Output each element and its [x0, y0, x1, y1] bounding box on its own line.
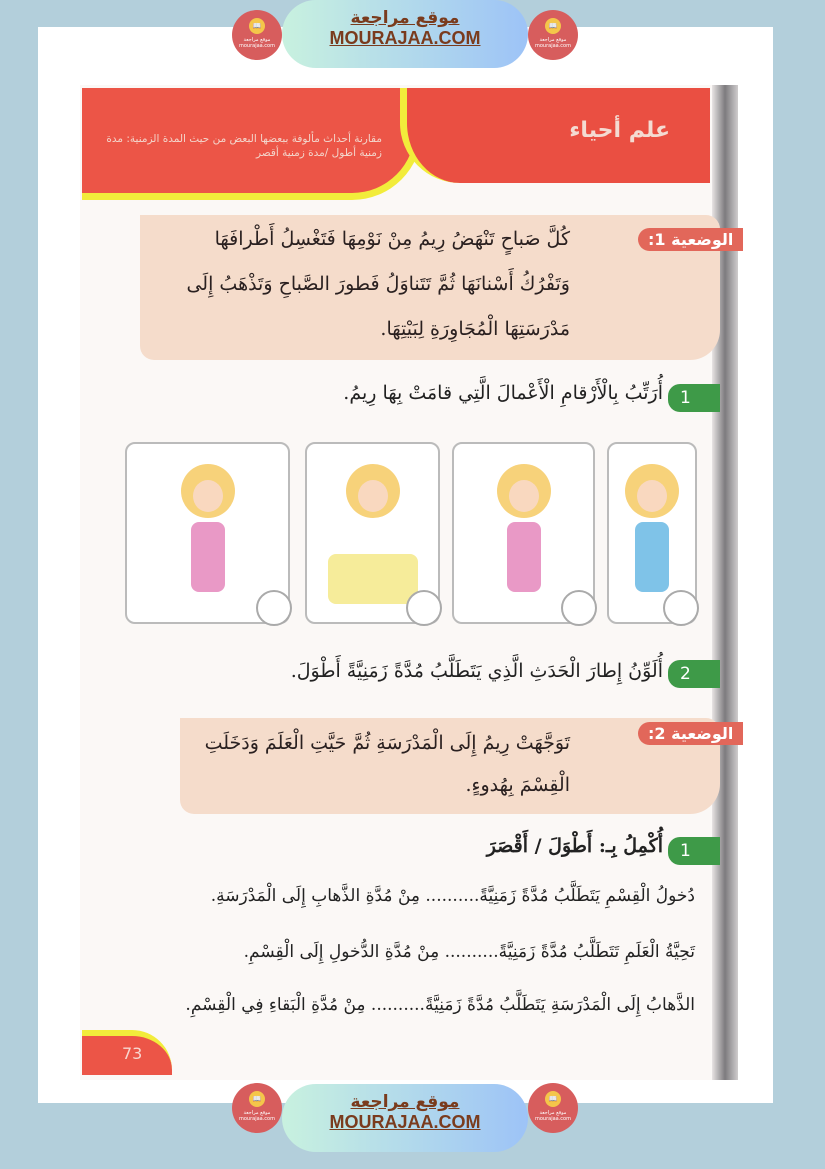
order-circle[interactable]	[256, 590, 292, 626]
watermark-latin: MOURAJAA.COM	[329, 1112, 481, 1132]
task3-instruction: أُكْمِلُ بِـ: أَطْوَلَ / أَقْصَرَ	[486, 835, 663, 857]
picture-waking-up[interactable]	[125, 442, 290, 624]
fill-in-line[interactable]: دُخولُ الْقِسْمِ يَتَطَلَّبُ مُدَّةً زَمَنِيَّةً.......... مِنْ مُدَّةِ الذَّهابِ إِلَى الْمَدْرَسَةِ.	[210, 886, 695, 906]
header-subject-panel	[400, 88, 710, 183]
logo-text: موقع مراجعة mourajaa.com	[238, 37, 275, 49]
task1-number: 1	[668, 384, 720, 412]
situation2-text: تَوَجَّهَتْ رِيمُ إِلَى الْمَدْرَسَةِ ثُمَّ حَيَّتِ الْعَلَمَ وَدَخَلَتِ الْقِسْمَ بِهُدوءٍ.	[204, 732, 570, 796]
lesson-objective: مقارنة أحداث مألوفة ببعضها البعض من حيث المدة الزمنية: مدة زمنية أطول /مدة زمنية أقصر	[106, 133, 382, 159]
site-logo-icon: 📖 موقع مراجعة mourajaa.com	[528, 10, 578, 60]
fill-in-line[interactable]: الذَّهابُ إِلَى الْمَدْرَسَةِ يَتَطَلَّبُ مُدَّةً زَمَنِيَّةً.......... مِنْ مُدَّةِ الْبَقاءِ فِي الْقِسْمِ.	[185, 995, 695, 1015]
order-circle[interactable]	[663, 590, 699, 626]
situation2-label: الوضعية 2:	[638, 722, 743, 745]
site-logo-icon: 📖 موقع مراجعة mourajaa.com	[232, 10, 282, 60]
task1-instruction: أُرَتِّبُ بِالْأَرْقامِ الْأَعْمالَ الَّتِي قامَتْ بِهَا رِيمُ.	[343, 382, 663, 404]
order-circle[interactable]	[561, 590, 597, 626]
task2-instruction: أُلَوِّنُ إِطارَ الْحَدَثِ الَّذِي يَتَطَلَّبُ مُدَّةً زَمَنِيَّةً أَطْوَلَ.	[290, 660, 663, 682]
situation1-box	[140, 215, 720, 360]
picture-going-to-school[interactable]	[607, 442, 697, 624]
watermark-banner-top[interactable]	[282, 0, 528, 68]
logo-text: موقع مراجعة mourajaa.com	[534, 1110, 571, 1122]
picture-washing[interactable]	[452, 442, 595, 624]
situation1-text: كُلَّ صَباحٍ تَنْهَضُ رِيمُ مِنْ نَوْمِهَا فَتَغْسِلُ أَطْرافَهَا وَتَفْرُكُ أَسْنانَهَا ثُمَّ تَتَناوَلُ فَطورَ الصَّباحِ وَتَذْهَبُ إِلَى مَدْرَسَتِهَا الْمُجَاوِرَةِ لِبَيْتِهَا.	[186, 228, 570, 340]
logo-text: موقع مراجعة mourajaa.com	[238, 1110, 275, 1122]
site-logo-icon: 📖 موقع مراجعة mourajaa.com	[528, 1083, 578, 1133]
task3-number: 1	[668, 837, 720, 865]
fill-in-line[interactable]: تَحِيَّةُ الْعَلَمِ تَتَطَلَّبُ مُدَّةً زَمَنِيَّةً.......... مِنْ مُدَّةِ الدُّخولِ إِلَى الْقِسْمِ.	[243, 942, 695, 962]
task2-number: 2	[668, 660, 720, 688]
site-logo-icon: 📖 موقع مراجعة mourajaa.com	[232, 1083, 282, 1133]
order-circle[interactable]	[406, 590, 442, 626]
watermark-arabic: موقع مراجعة	[350, 1092, 460, 1112]
watermark-arabic: موقع مراجعة	[350, 8, 460, 28]
watermark-latin: MOURAJAA.COM	[329, 28, 481, 48]
page-number: 73	[82, 1030, 172, 1075]
situation1-label: الوضعية 1:	[638, 228, 743, 251]
objective-wrap	[82, 88, 402, 200]
subject-title: علم أحياء	[569, 118, 670, 143]
picture-breakfast[interactable]	[305, 442, 440, 624]
logo-text: موقع مراجعة mourajaa.com	[534, 37, 571, 49]
watermark-banner-bottom[interactable]	[282, 1084, 528, 1152]
